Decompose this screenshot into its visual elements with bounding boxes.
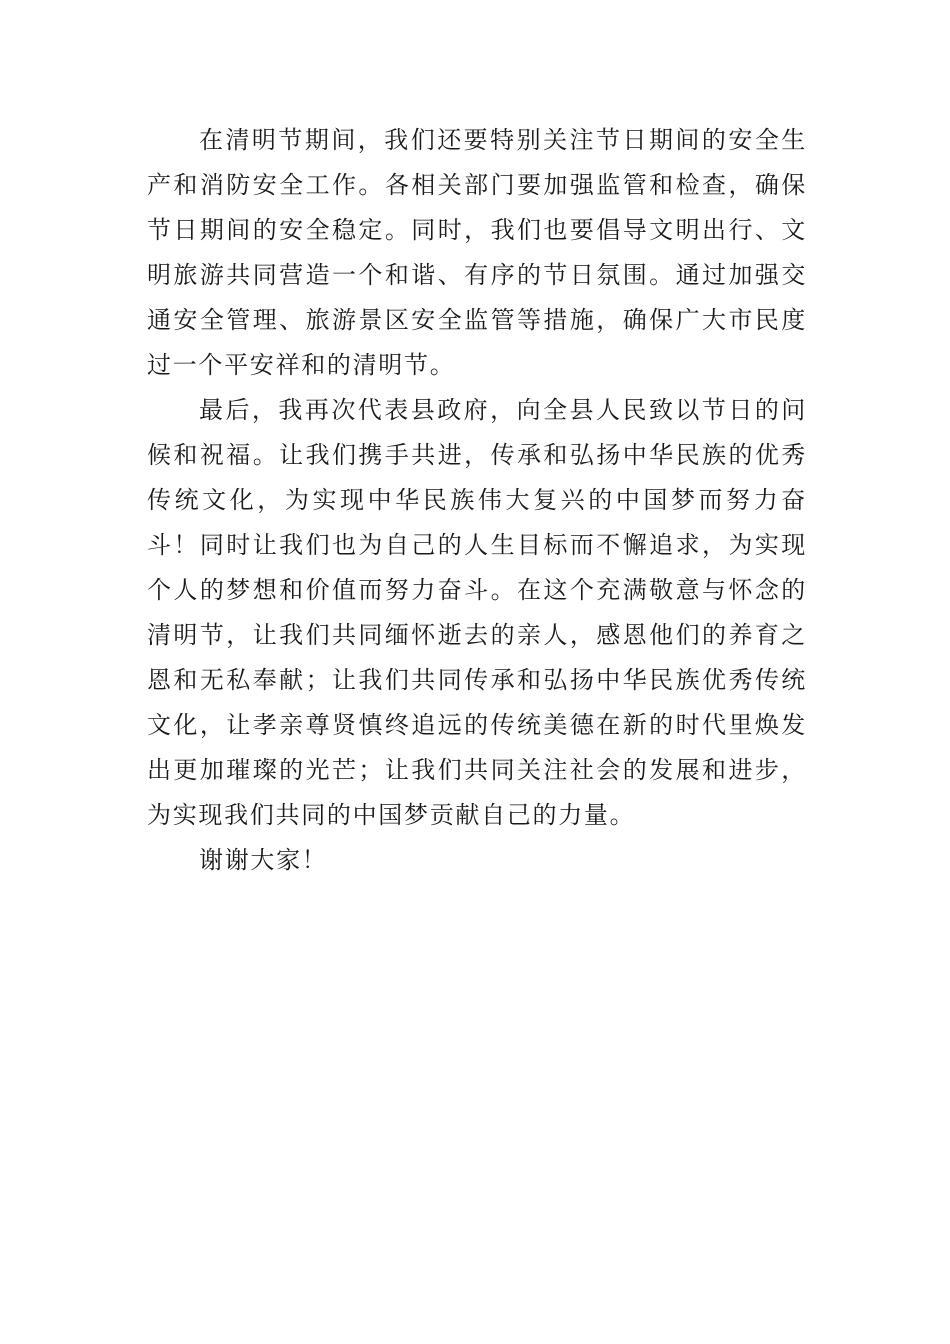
document-body bbox=[147, 118, 807, 883]
paragraph-closing: 最后，我再次代表县政府，向全县人民致以节日的问候和祝福。让我们携手共进，传承和弘扬中华民族的优秀传统文化，为实现中华民族伟大复兴的中国梦而努力奋斗！同时让我们也为自己的人生目标而不懈追求，为实现个人的梦想和价值而努力奋斗。在这个充满敬意与怀念的清明节，让我们共同缅怀逝去的亲人，感恩他们的养育之恩和无私奉献；让我们共同传承和弘扬中华民族优秀传统文化，让孝亲尊贤慎终追远的传统美德在新的时代里焕发出更加璀璨的光芒；让我们共同关注社会的发展和进步，为实现我们共同的中国梦贡献自己的力量。 bbox=[147, 396, 807, 829]
paragraph-safety: 在清明节期间，我们还要特别关注节日期间的安全生产和消防安全工作。各相关部门要加强监管和检查，确保节日期间的安全稳定。同时，我们也要倡导文明出行、文明旅游共同营造一个和谐、有序的节日氛围。通过加强交通安全管理、旅游景区安全监管等措施，确保广大市民度过一个平安祥和的清明节。 bbox=[147, 126, 807, 379]
paragraph-thanks: 谢谢大家！ bbox=[199, 846, 328, 874]
